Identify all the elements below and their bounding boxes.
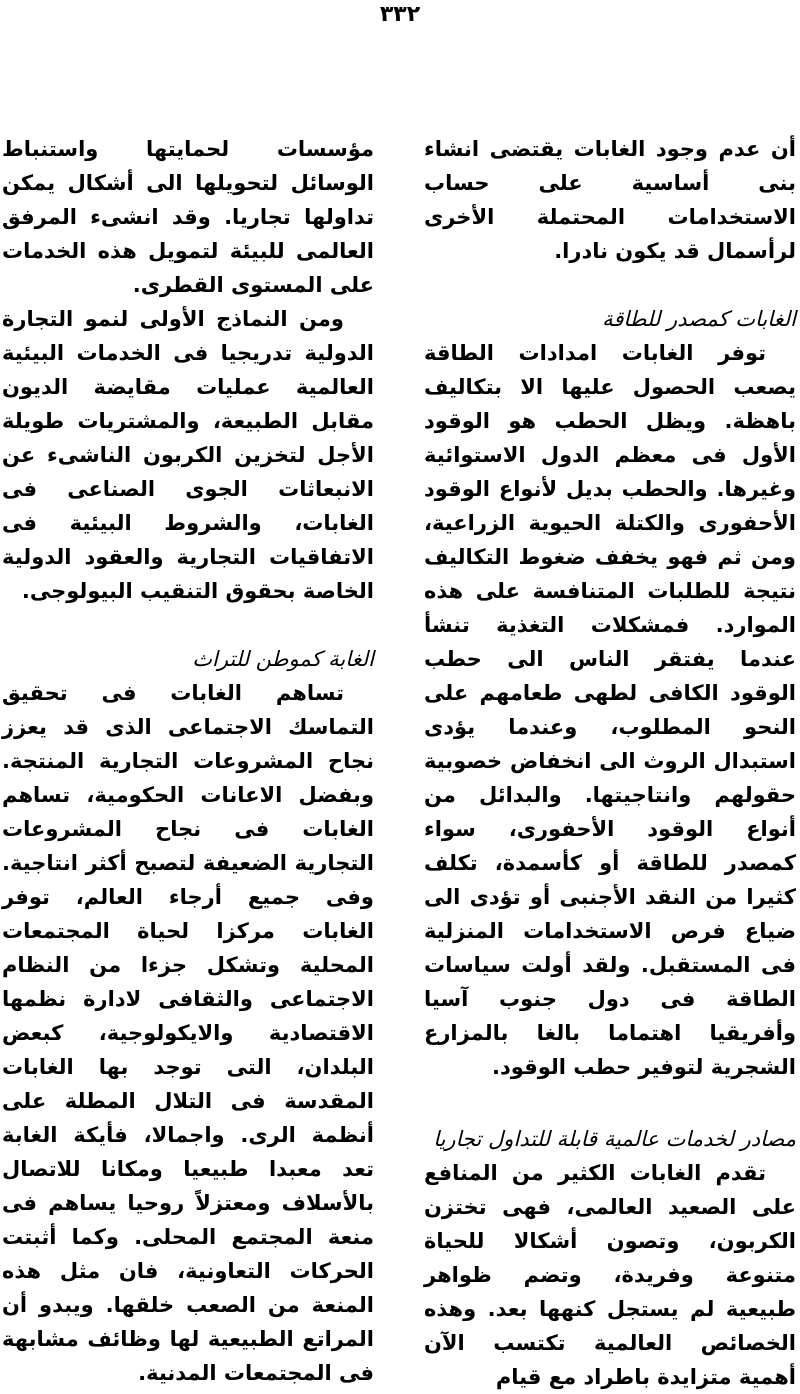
right-paragraph-2: توفر الغابات امدادات الطاقة يصعب الحصول عليها الا بتكاليف باهظة. ويظل الحطب هو الوقود الأول فى معظم الدول الاستوائية وغيرها. والحطب بديل لأنواع الوقود الأحفورى والكتلة الحيوية الزراعية، ومن ثم فهو يخفف ضغوط التكاليف نتيجة للطلبات المتنافسة على هذه الموارد. فمشكلات التغذية تنشأ عندما يفتقر الناس الى حطب الوقود الكافى لطهى طعامهم على النحو المطلوب، وعندما يؤدى استبدال الروث الى انخفاض خصوبية حقولهم وانتاجيتها. والبدائل من أنواع الوقود الأحفورى، سواء كمصدر للطاقة أو كأسمدة، تكلف كثيرا من النقد الأجنبى أو تؤدى الى ضياع فرص الاستخدامات المنزلية فى المستقبل. ولقد أولت سياسات الطاقة فى دول جنوب آسيا وأفريقيا اهتماما بالغا بالمزارع الشجرية لتوفير حطب الوقود.	[424, 341, 796, 1079]
right-paragraph-1: أن عدم وجود الغابات يقتضى انشاء بنى أساسية على حساب الاستخدامات المحتملة الأخرى لرأسمال قد يكون نادرا.	[424, 137, 796, 263]
heading-forests-energy-source: الغابات كمصدر للطاقة	[602, 307, 796, 331]
left-paragraph-2: ومن النماذج الأولى لنمو التجارة الدولية تدريجيا فى الخدمات البيئية العالمية عمليات مقايضة الديون مقابل الطبيعة، والمشتريات طويلة الأجل لتخزين الكربون الناشىء عن الانبعاثات الجوى الصناعى فى الغابات، والشروط البيئية فى الاتفاقيات التجارية والعقود الدولية الخاصة بحقوق التنقيب البيولوجى.	[2, 307, 374, 603]
left-paragraph-3: تساهم الغابات فى تحقيق التماسك الاجتماعى الذى قد يعزز نجاح المشروعات التجارية المنتجة. وبفضل الاعانات الحكومية، تساهم الغابات فى نجاح المشروعات التجارية الضعيفة لتصبح أكثر انتاجية. وفى جميع أرجاء العالم، توفر الغابات مركزا لحياة المجتمعات المحلية وتشكل جزءا من النظام الاجتماعى والثقافى لادارة نظمها الاقتصادية والايكولوجية، كبعض البلدان، التى توجد بها الغابات المقدسة فى التلال المطلة على أنظمة الرى. واجمالا، فأيكة الغابة تعد معبدا طبيعيا ومكانا للاتصال بالأسلاف ومعتزلاً روحيا يساهم فى منعة المجتمع المحلى. وكما أثبتت الحركات التعاونية، فان مثل هذه المنعة من الصعب خلقها. ويبدو أن المراتع الطبيعية لها وظائف مشابهة فى المجتمعات المدنية.	[2, 681, 374, 1385]
left-column	[2, 132, 374, 1390]
right-paragraph-3: تقدم الغابات الكثير من المنافع على الصعيد العالمى، فهى تختزن الكربون، وتصون أشكالا للحياة متنوعة وفريدة، وتضم ظواهر طبيعية لم يستجل كنهها بعد. وهذه الخصائص العالمية تكتسب الآن أهمية متزايدة باطراد مع قيام	[424, 1161, 796, 1389]
heading-forest-heritage: الغابة كموطن للتراث	[192, 647, 374, 671]
page-number: ٣٣٢	[379, 2, 421, 27]
left-paragraph-1: مؤسسات لحمايتها واستنباط الوسائل لتحويلها الى أشكال يمكن تداولها تجاريا. وقد انشىء المرفق العالمى للبيئة لتمويل هذه الخدمات على المستوى القطرى.	[2, 137, 374, 297]
right-column	[424, 132, 796, 1394]
heading-global-tradable-services: مصادر لخدمات عالمية قابلة للتداول تجاريا	[433, 1127, 796, 1151]
